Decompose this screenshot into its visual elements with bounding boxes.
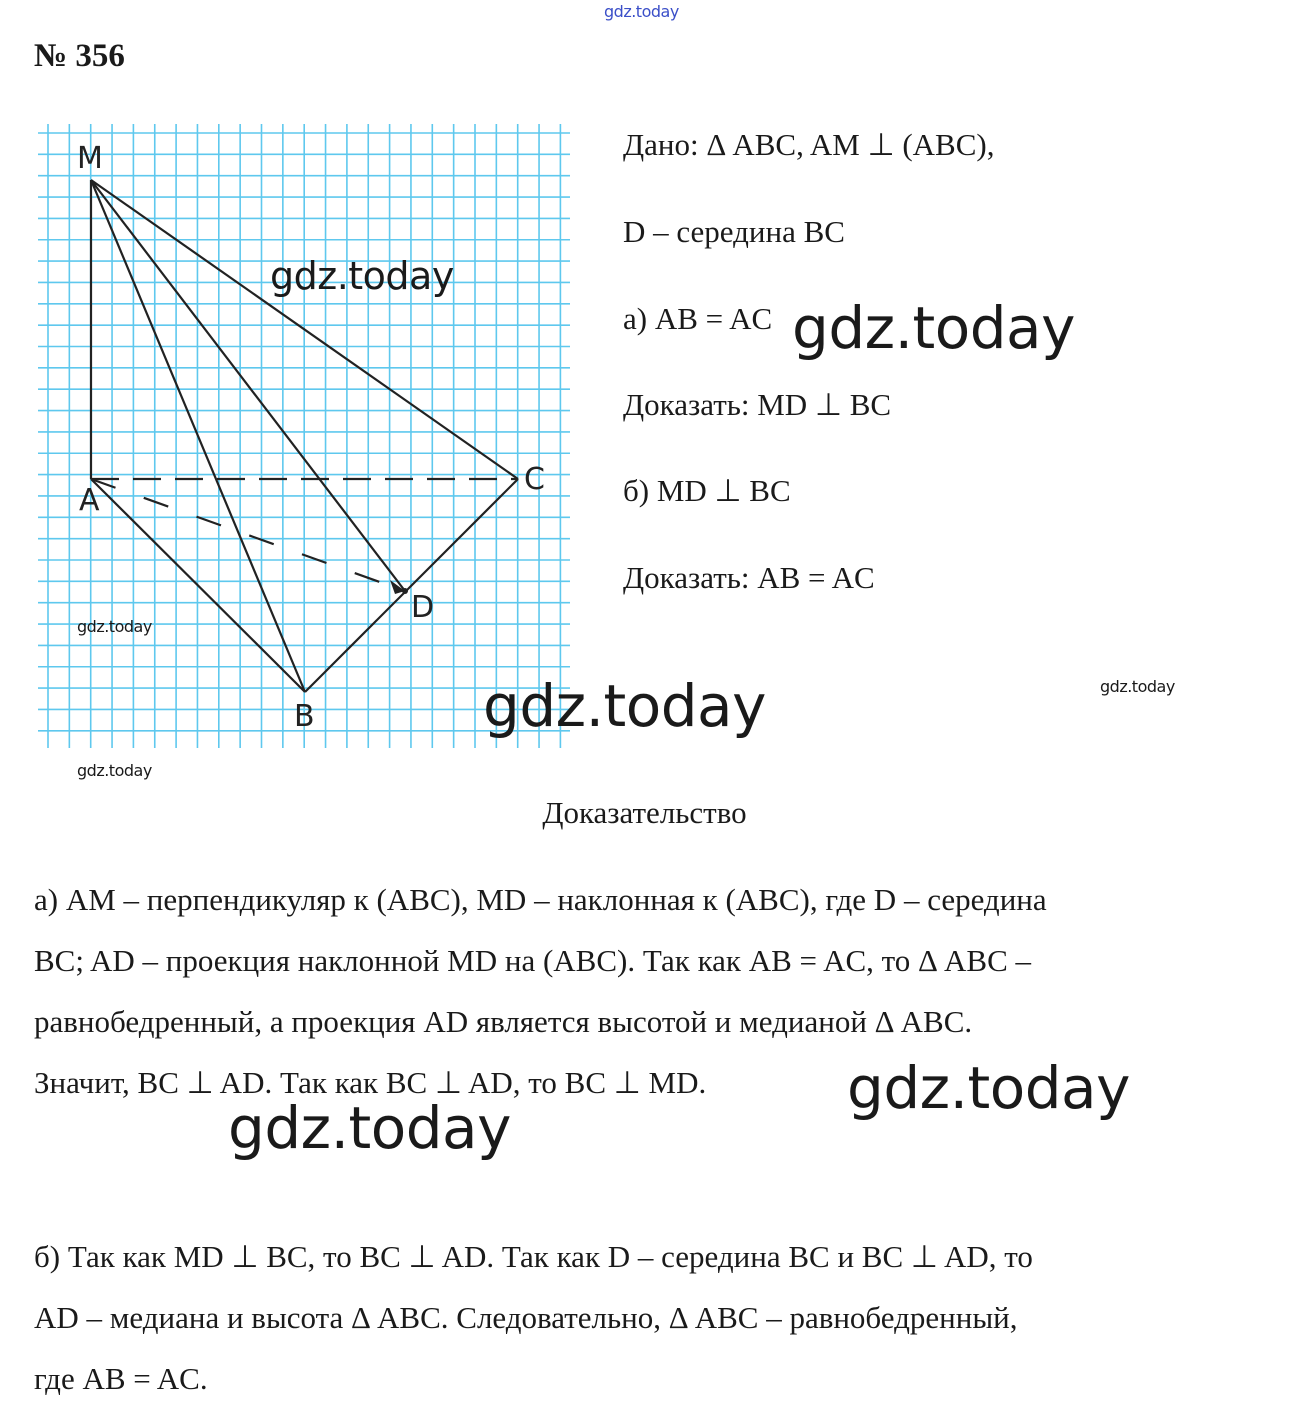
label-B: B bbox=[294, 699, 315, 734]
given-line-2: D – середина BC bbox=[623, 214, 845, 249]
proof-heading: Доказательство bbox=[542, 795, 747, 830]
point-D-dot bbox=[402, 588, 408, 594]
watermark: gdz.today bbox=[792, 294, 1075, 362]
given-line-6: Доказать: AB = AC bbox=[623, 560, 875, 595]
label-M: M bbox=[77, 141, 103, 176]
watermark: gdz.today bbox=[483, 672, 766, 740]
proof-b-line-2: AD – медиана и высота Δ ABC. Следовательно, Δ ABC – равнобедренный, bbox=[34, 1300, 1018, 1335]
pyramid-figure bbox=[0, 0, 600, 760]
watermark: gdz.today bbox=[77, 617, 152, 636]
label-C: C bbox=[524, 462, 545, 497]
problem-number: № 356 bbox=[34, 38, 125, 74]
label-A: A bbox=[79, 483, 100, 518]
given-line-3: а) AB = AC bbox=[623, 301, 773, 336]
proof-a-line-4: Значит, BC ⊥ AD. Так как BC ⊥ AD, то BC ⊥ MD. bbox=[34, 1065, 707, 1100]
given-line-5: б) MD ⊥ BC bbox=[623, 473, 791, 508]
proof-a-line-3: равнобедренный, а проекция AD является высотой и медианой Δ ABC. bbox=[34, 1004, 973, 1039]
proof-a-line-1: а) AM – перпендикуляр к (ABC), MD – наклонная к (ABC), где D – середина bbox=[34, 882, 1047, 917]
watermark: gdz.today bbox=[270, 254, 454, 298]
proof-b-line-3: где AB = AC. bbox=[34, 1361, 208, 1396]
watermark: gdz.today bbox=[228, 1094, 511, 1162]
grid-paper bbox=[38, 124, 570, 748]
proof-b-line-1: б) Так как MD ⊥ BC, то BC ⊥ AD. Так как D – середина BC и BC ⊥ AD, то bbox=[34, 1239, 1033, 1274]
top-watermark: gdz.today bbox=[604, 2, 679, 21]
proof-a-line-2: BC; AD – проекция наклонной MD на (ABC). Так как AB = AC, то Δ ABC – bbox=[34, 943, 1031, 978]
watermark: gdz.today bbox=[77, 761, 152, 780]
given-line-1: Дано: Δ ABC, AM ⊥ (ABC), bbox=[623, 127, 995, 162]
given-line-4: Доказать: MD ⊥ BC bbox=[623, 387, 892, 422]
watermark: gdz.today bbox=[1100, 677, 1175, 696]
label-D: D bbox=[411, 590, 435, 625]
edge-MD bbox=[91, 180, 405, 591]
watermark: gdz.today bbox=[847, 1054, 1130, 1122]
